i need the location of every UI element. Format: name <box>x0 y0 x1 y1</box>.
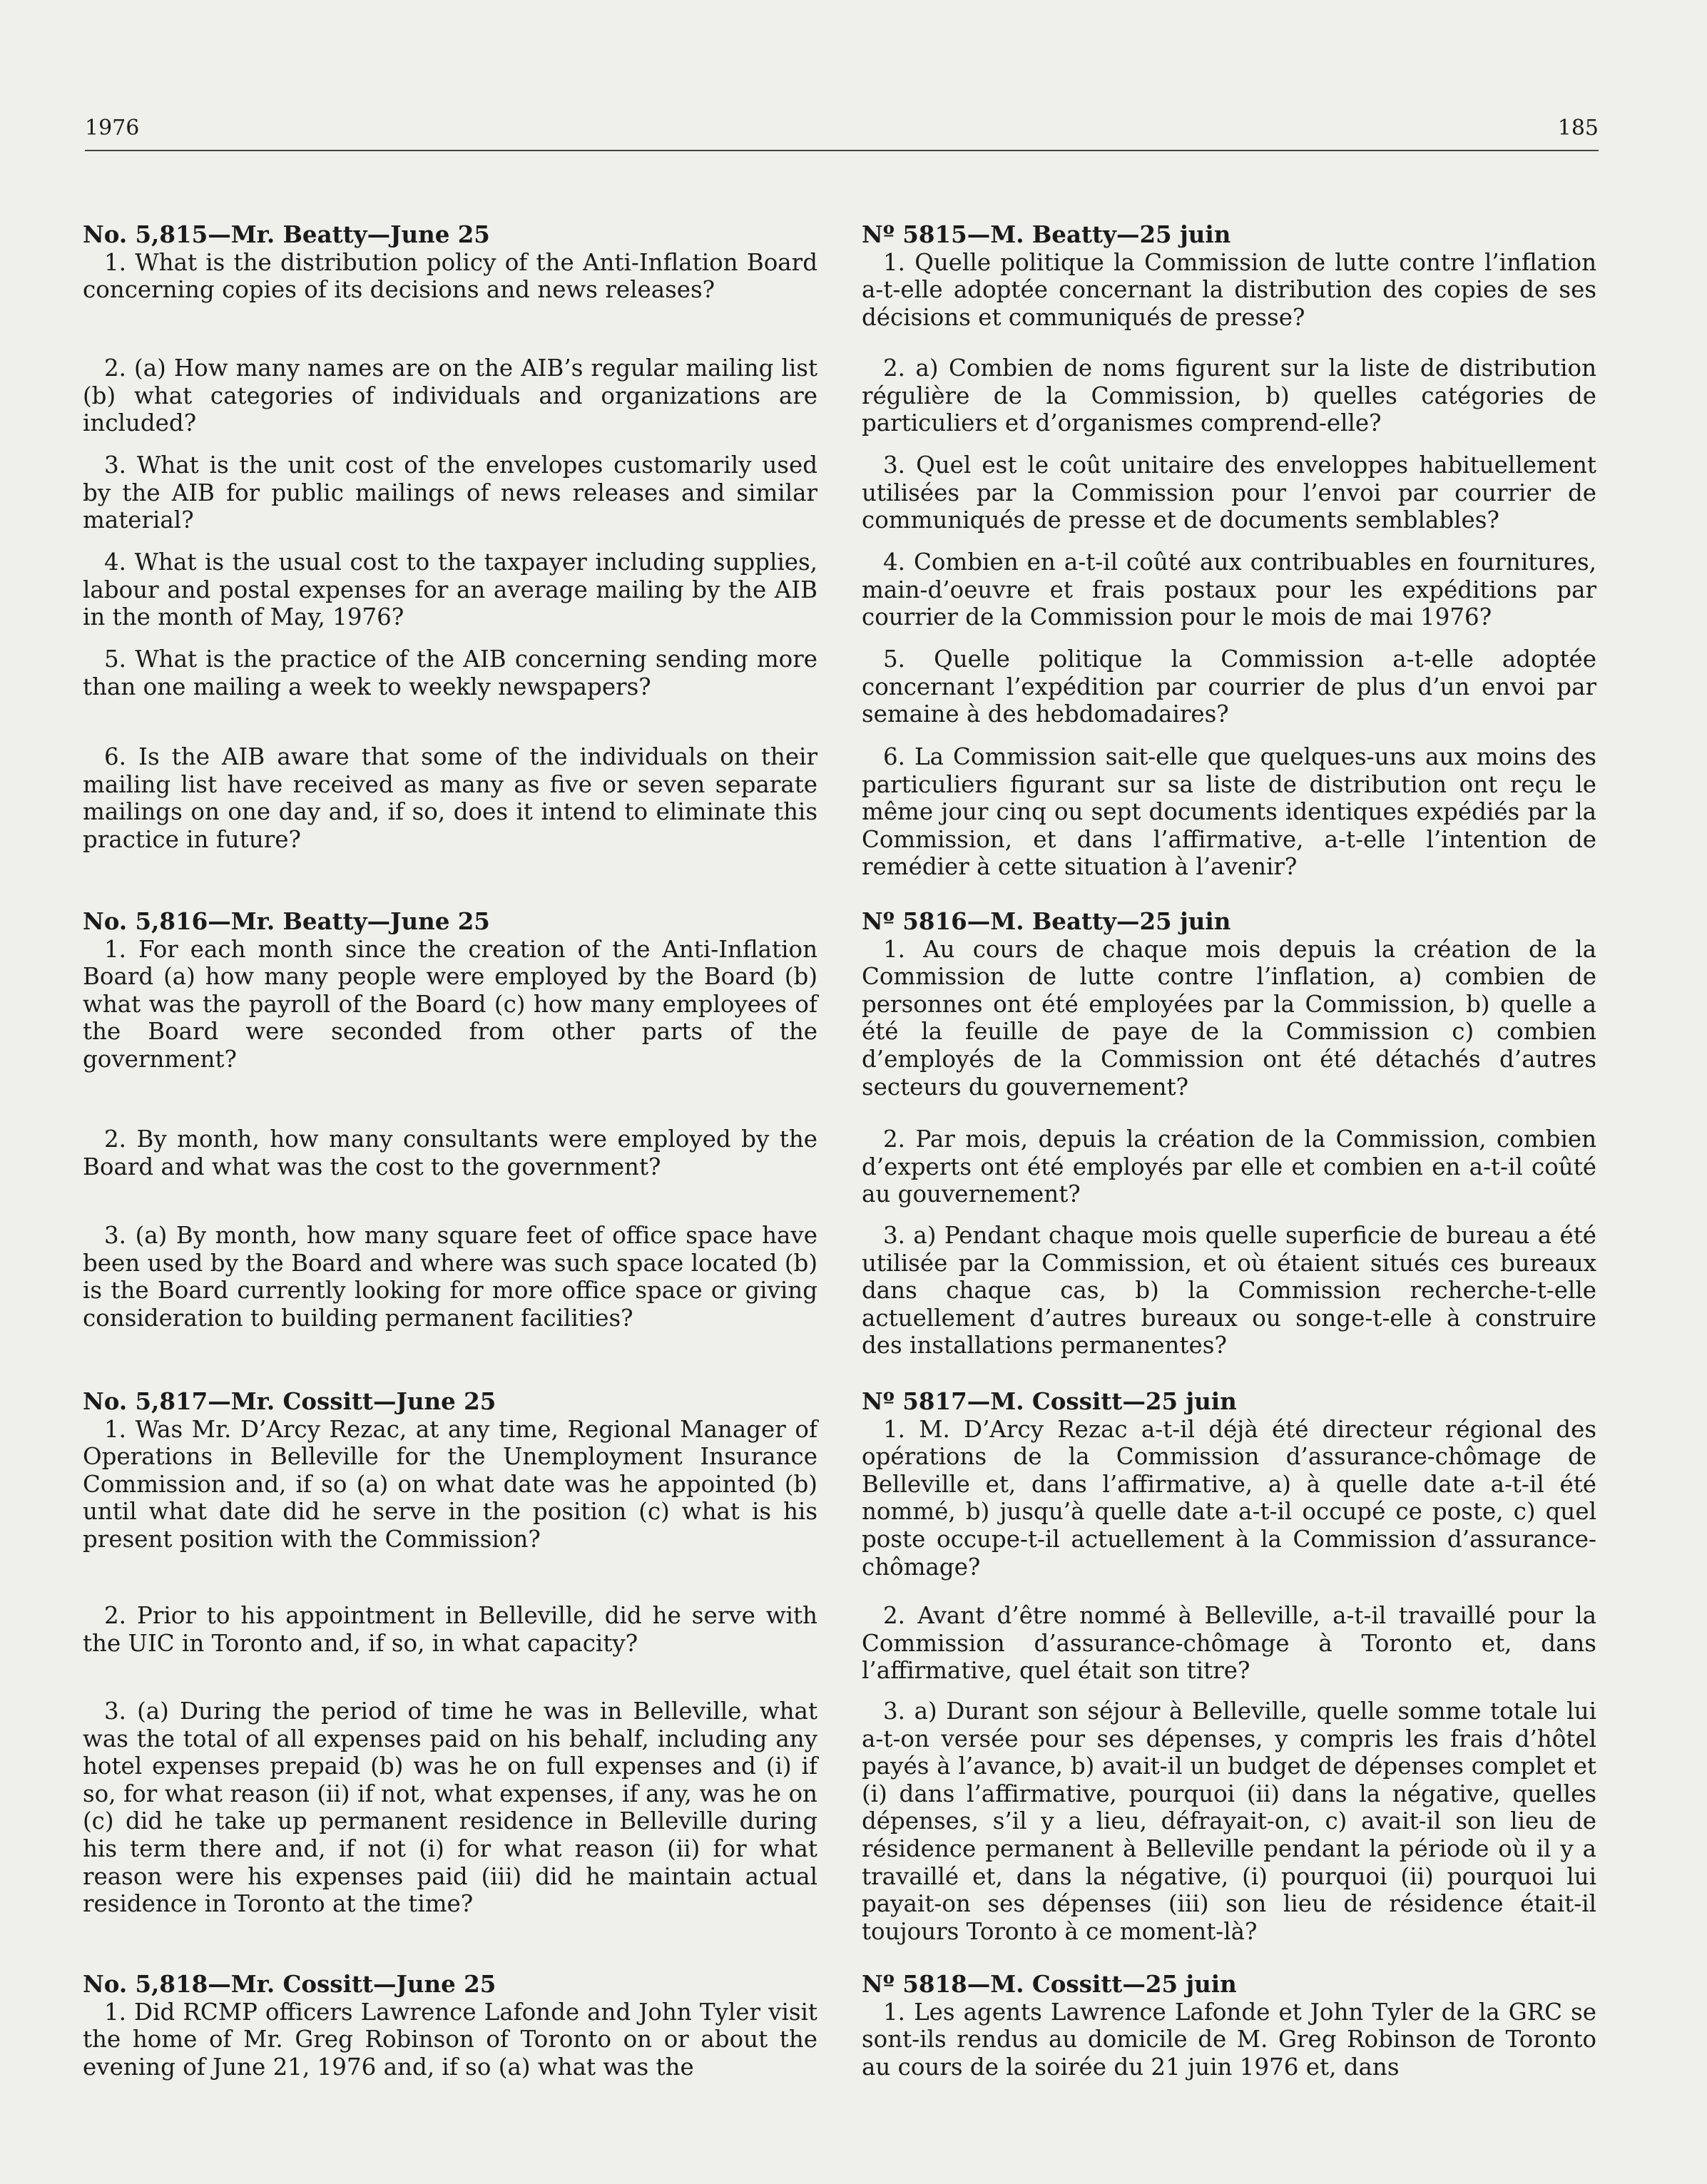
question-5817-fr <box>862 1388 1596 1581</box>
question-5818-en <box>83 1971 817 2081</box>
question-paragraph: 3. a) Pendant chaque mois quelle superficie de bureau a été utilisée par la Commission, et où étaient situés ces bureaux dans chaque cas, b) la Commission recherche-t-elle actuellement d’autres bureaux ou songe-t-elle à construire des installations permanentes? <box>862 1222 1596 1359</box>
question-5816-en-part3 <box>83 1222 817 1332</box>
question-paragraph: 1. Les agents Lawrence Lafonde et John Tyler de la GRC se sont-ils rendus au domicile de M. Greg Robinson de Toronto au cours de la soirée du 21 juin 1976 et, dans <box>862 1998 1596 2081</box>
question-paragraph: 2. (a) How many names are on the AIB’s regular mailing list (b) what categories of individuals and organizations are included? <box>83 354 817 437</box>
question-paragraph: 5. Quelle politique la Commission a-t-elle adoptée concernant l’expédition par courrier de plus d’un envoi par semaine à des hebdomadaires? <box>862 645 1596 728</box>
question-5818-fr <box>862 1971 1596 2081</box>
question-paragraph: 3. Quel est le coût unitaire des enveloppes habituellement utilisées par la Commission pour l’envoi par courrier de communiqués de presse et de documents semblables? <box>862 451 1596 534</box>
question-5816-fr-part3 <box>862 1222 1596 1359</box>
question-paragraph: 1. M. D’Arcy Rezac a-t-il déjà été directeur régional des opérations de la Commission d’assurance-chômage de Belleville et, dans l’affirmative, a) à quelle date a-t-il été nommé, b) jusqu’à quelle date a-t-il occupé ce poste, c) quel poste occupe-t-il actuellement à la Commission d’assurance-chômage? <box>862 1415 1596 1581</box>
question-paragraph: 3. a) Durant son séjour à Belleville, quelle somme totale lui a-t-on versée pour ses dépenses, y compris les frais d’hôtel payés à l’avance, b) avait-il un budget de dépenses complet et (i) dans l’affirmative, pourquoi (ii) dans la négative, quelles dépenses, s’il y a lieu, défrayait-on, c) avait-il son lieu de résidence permanent à Belleville pendant la période où il y a travaillé et, dans la négative, (i) pourquoi (ii) pourquoi lui payait-on ses dépenses (iii) son lieu de résidence était-il toujours Toronto à ce moment-là? <box>862 1698 1596 1945</box>
question-paragraph: 2. Avant d’être nommé à Belleville, a-t-il travaillé pour la Commission d’assurance-chômage à Toronto et, dans l’affirmative, quel était son titre? <box>862 1602 1596 1685</box>
question-paragraph: 4. Combien en a-t-il coûté aux contribuables en fournitures, main-d’oeuvre et frais postaux pour les expéditions par courrier de la Commission pour le mois de mai 1976? <box>862 548 1596 631</box>
question-paragraph: 3. What is the unit cost of the envelopes customarily used by the AIB for public mailings of news releases and similar material? <box>83 451 817 534</box>
question-paragraph: 4. What is the usual cost to the taxpayer including supplies, labour and postal expenses for an average mailing by the AIB in the month of May, 1976? <box>83 548 817 631</box>
question-paragraph: 1. Au cours de chaque mois depuis la création de la Commission de lutte contre l’inflation, a) combien de personnes ont été employées par la Commission, b) quelle a été la feuille de paye de la Commission c) combien d’employés de la Commission ont été détachés d’autres secteurs du gouvernement? <box>862 935 1596 1101</box>
question-5817-en-part3 <box>83 1698 817 1918</box>
question-paragraph: 2. a) Combien de noms figurent sur la liste de distribution régulière de la Commission, b) quelles catégories de particuliers et d’organismes comprend-elle? <box>862 354 1596 437</box>
question-5815-fr-part2 <box>862 354 1596 437</box>
question-5817-en <box>83 1388 817 1553</box>
question-5816-fr <box>862 908 1596 1101</box>
question-heading: Nº 5817—M. Cossitt—25 juin <box>862 1387 1237 1415</box>
question-paragraph: 6. La Commission sait-elle que quelques-uns aux moins des particuliers figurant sur sa liste de distribution ont reçu le même jour cinq ou sept documents identiques expédiés par la Commission, et dans l’affirmative, a-t-elle l’intention de remédier à cette situation à l’avenir? <box>862 743 1596 881</box>
question-5815-fr-part3 <box>862 451 1596 534</box>
question-5815-en <box>83 221 817 304</box>
question-heading: No. 5,816—Mr. Beatty—June 25 <box>83 907 490 935</box>
question-heading: Nº 5818—M. Cossitt—25 juin <box>862 1970 1237 1998</box>
question-paragraph: 2. By month, how many consultants were employed by the Board and what was the cost to the government? <box>83 1126 817 1180</box>
question-5815-en-part2 <box>83 354 817 437</box>
question-paragraph: 6. Is the AIB aware that some of the individuals on their mailing list have received as many as five or seven separate mailings on one day and, if so, does it intend to eliminate this practice in future? <box>83 743 817 853</box>
question-5816-fr-part2 <box>862 1126 1596 1208</box>
question-heading: Nº 5816—M. Beatty—25 juin <box>862 907 1231 935</box>
question-5815-fr-part4 <box>862 548 1596 631</box>
question-heading: No. 5,817—Mr. Cossitt—June 25 <box>83 1387 496 1415</box>
question-5815-en-part6 <box>83 743 817 853</box>
question-5815-en-part5 <box>83 645 817 700</box>
question-5817-fr-part3 <box>862 1698 1596 1945</box>
question-paragraph: 3. (a) During the period of time he was in Belleville, what was the total of all expenses paid on his behalf, including any hotel expenses prepaid (b) was he on full expenses and (i) if so, for what reason (ii) if not, what expenses, if any, was he on (c) did he take up permanent residence in Belleville during his term there and, if not (i) for what reason (ii) for what reason were his expenses paid (iii) did he maintain actual residence in Toronto at the time? <box>83 1698 817 1918</box>
question-paragraph: 5. What is the practice of the AIB concerning sending more than one mailing a week to weekly newspapers? <box>83 645 817 700</box>
question-heading: Nº 5815—M. Beatty—25 juin <box>862 220 1231 248</box>
question-5815-en-part3 <box>83 451 817 534</box>
question-heading: No. 5,818—Mr. Cossitt—June 25 <box>83 1970 496 1998</box>
question-5815-en-part4 <box>83 548 817 631</box>
question-5815-fr-part5 <box>862 645 1596 728</box>
question-paragraph: 1. Quelle politique la Commission de lutte contre l’inflation a-t-elle adoptée concernant la distribution des copies de ses décisions et communiqués de presse? <box>862 248 1596 331</box>
question-paragraph: 1. For each month since the creation of the Anti-Inflation Board (a) how many people were employed by the Board (b) what was the payroll of the Board (c) how many employees of the Board were seconded from other parts of the government? <box>83 935 817 1073</box>
header-year: 1976 <box>85 116 140 141</box>
question-5816-en-part2 <box>83 1126 817 1180</box>
question-5817-fr-part2 <box>862 1602 1596 1685</box>
question-heading: No. 5,815—Mr. Beatty—June 25 <box>83 220 490 248</box>
question-paragraph: 3. (a) By month, how many square feet of office space have been used by the Board and where was such space located (b) is the Board currently looking for more office space or giving consideration to building permanent facilities? <box>83 1222 817 1332</box>
header-page-number: 185 <box>1557 116 1599 141</box>
question-paragraph: 1. Was Mr. D’Arcy Rezac, at any time, Regional Manager of Operations in Belleville for the Unemployment Insurance Commission and, if so (a) on what date was he appointed (b) until what date did he serve in the position (c) what is his present position with the Commission? <box>83 1415 817 1553</box>
question-paragraph: 1. Did RCMP officers Lawrence Lafonde and John Tyler visit the home of Mr. Greg Robinson of Toronto on or about the evening of June 21, 1976 and, if so (a) what was the <box>83 1998 817 2081</box>
question-5817-en-part2 <box>83 1602 817 1657</box>
page-header <box>85 114 1599 151</box>
question-5815-fr-part6 <box>862 743 1596 881</box>
question-paragraph: 2. Par mois, depuis la création de la Commission, combien d’experts ont été employés par elle et combien en a-t-il coûté au gouvernement? <box>862 1126 1596 1208</box>
question-5815-fr <box>862 221 1596 331</box>
question-paragraph: 1. What is the distribution policy of the Anti-Inflation Board concerning copies of its decisions and news releases? <box>83 248 817 304</box>
question-paragraph: 2. Prior to his appointment in Belleville, did he serve with the UIC in Toronto and, if so, in what capacity? <box>83 1602 817 1657</box>
question-5816-en <box>83 908 817 1073</box>
